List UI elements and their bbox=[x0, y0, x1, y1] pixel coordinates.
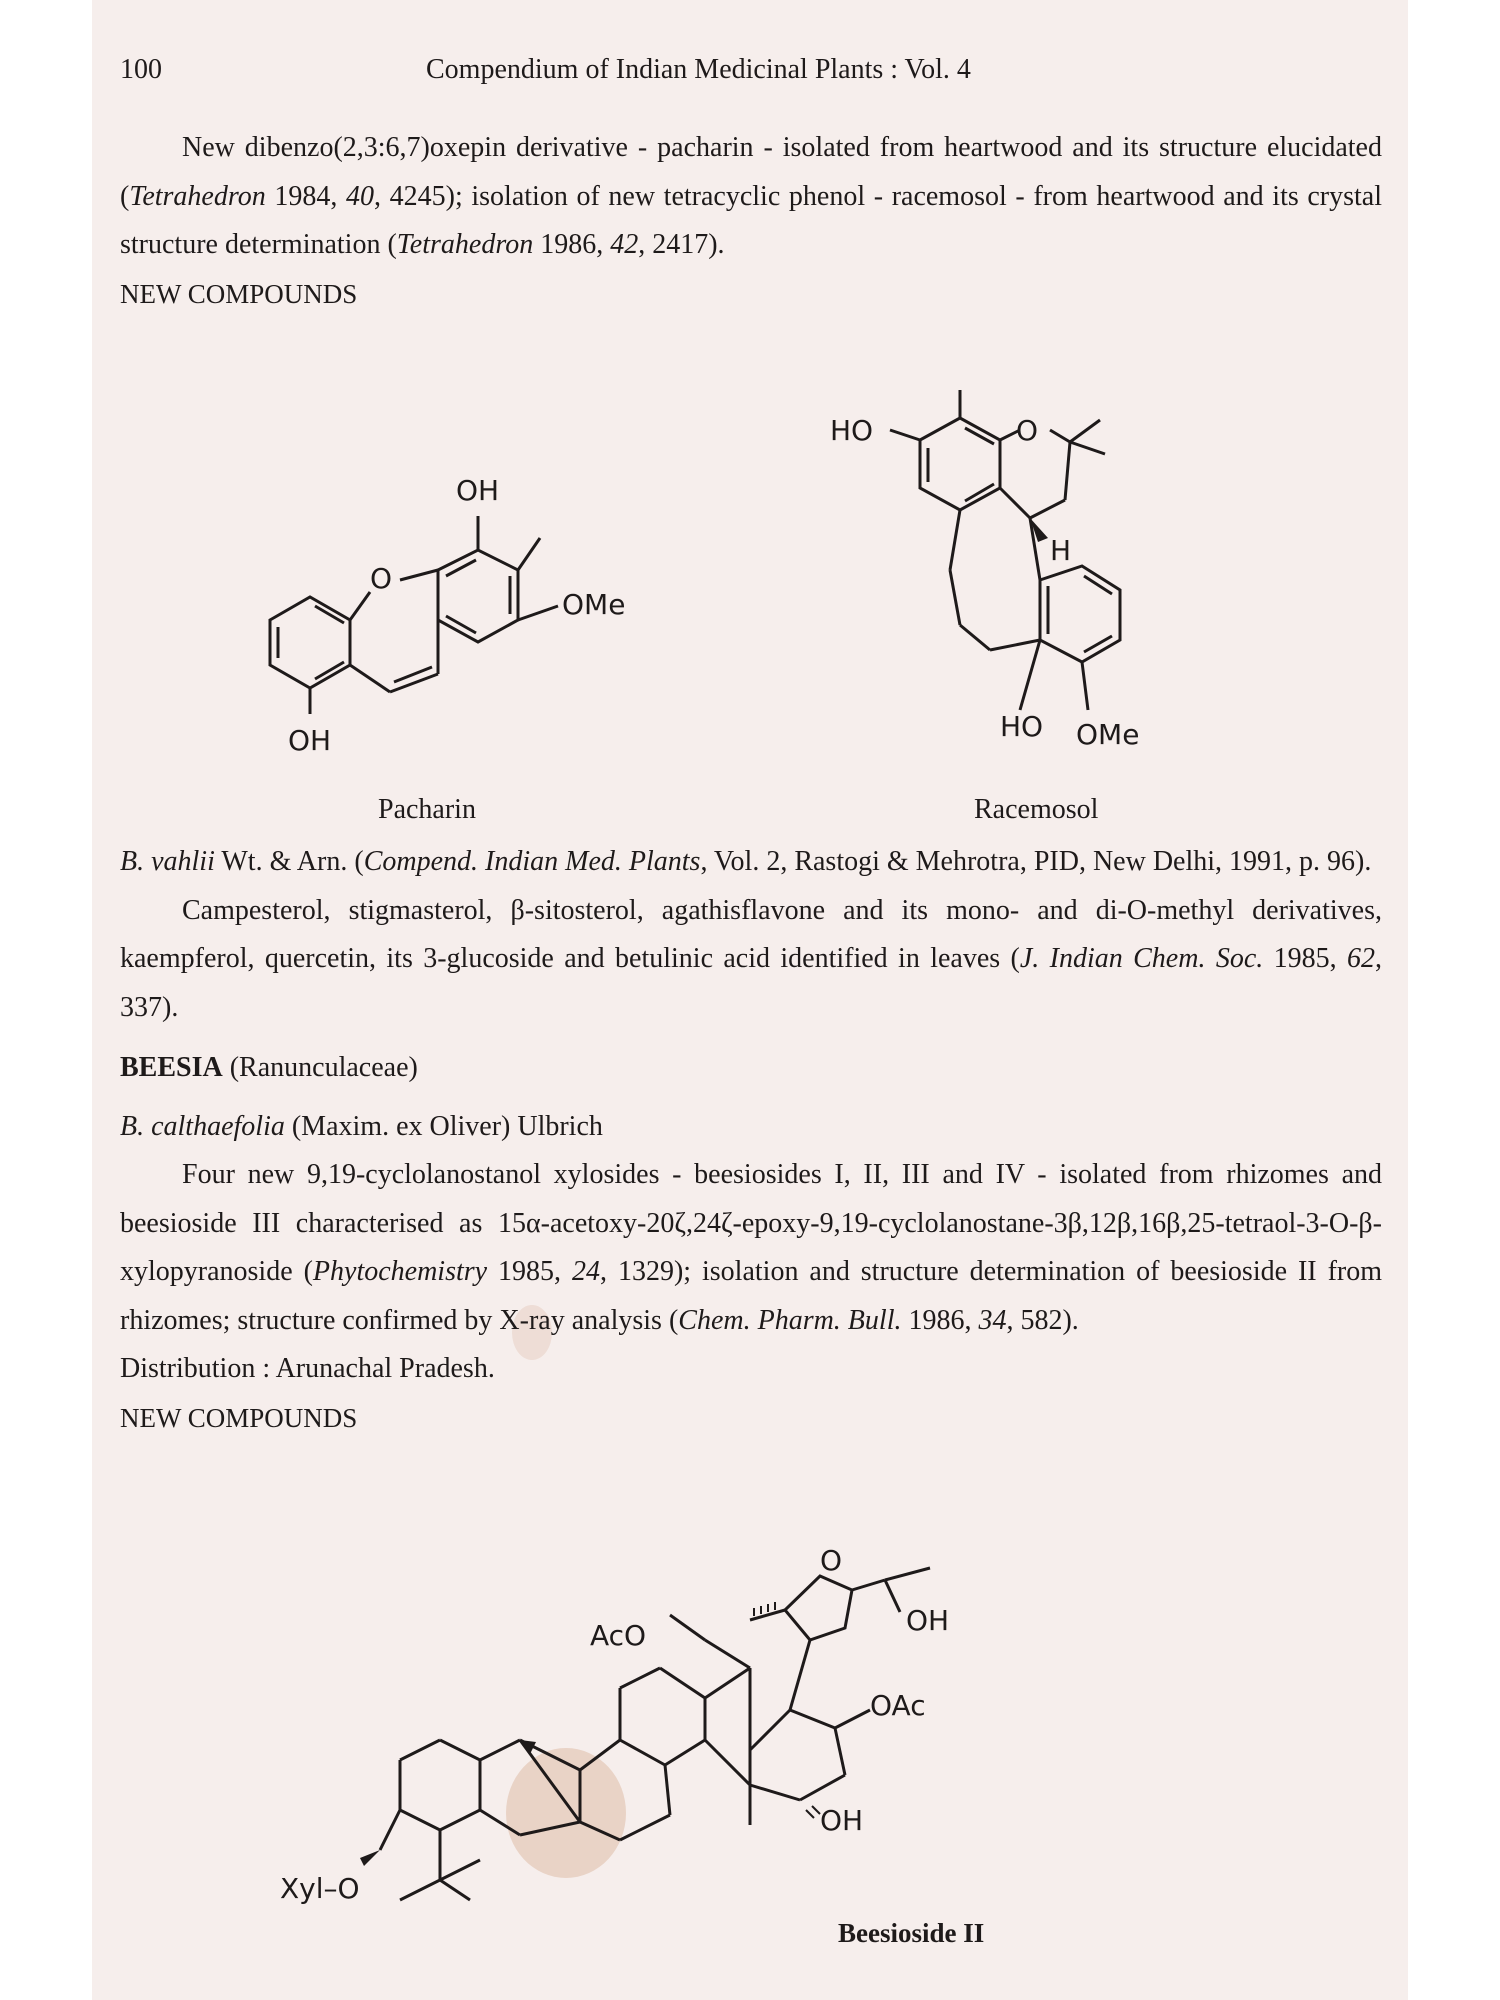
running-title: Compendium of Indian Medicinal Plants : Vol. 4 bbox=[426, 54, 971, 85]
species-name: B. vahlii bbox=[120, 846, 215, 877]
genus-heading: BEESIA (Ranunculaceae) bbox=[120, 1052, 418, 1083]
hydroxyl-label: OH bbox=[906, 1604, 950, 1637]
ring-oxygen-label: O bbox=[820, 1544, 843, 1577]
page-header bbox=[120, 54, 1382, 94]
section-heading: NEW COMPOUNDS bbox=[120, 1402, 358, 1433]
hydrogen-label: H bbox=[1050, 534, 1072, 567]
journal-citation: Phytochemistry bbox=[312, 1256, 488, 1287]
pacharin-caption: Pacharin bbox=[378, 794, 476, 825]
journal-citation: J. Indian Chem. Soc. bbox=[1019, 943, 1264, 974]
species-name: B. calthaefolia bbox=[120, 1110, 285, 1142]
ring-oxygen-label: O bbox=[1016, 414, 1039, 447]
hydroxyl-label: HO bbox=[1000, 710, 1044, 743]
pacharin-structure bbox=[220, 460, 680, 770]
section-heading: NEW COMPOUNDS bbox=[120, 278, 358, 309]
genus-name: BEESIA bbox=[120, 1052, 223, 1083]
hydroxyl-label: OH bbox=[456, 474, 500, 507]
ring-oxygen-label: O bbox=[370, 562, 393, 595]
racemosol-structure bbox=[820, 400, 1240, 780]
pacharin-paragraph: New dibenzo(2,3:6,7)oxepin derivative - pacharin - isolated from heartwood and its structure elucidated (Tetrahedron 1984, 40, 4245); isolation of new tetracyclic phenol - racemosol - from heartwood and its crystal structure determination (Tetrahedron 1986, 42, 2417). NEW COMPOUNDS bbox=[120, 124, 1382, 318]
journal-citation: Chem. Pharm. Bull. bbox=[678, 1304, 902, 1336]
journal-citation: Tetrahedron bbox=[129, 180, 266, 212]
hydroxyl-label: OH bbox=[288, 724, 332, 757]
xyloside-label: Xyl–O bbox=[280, 1872, 360, 1905]
reference-title: Compend. Indian Med. Plants bbox=[363, 846, 701, 877]
distribution-line: Distribution : Arunachal Pradesh. bbox=[120, 1353, 495, 1384]
journal-citation: Tetrahedron bbox=[396, 229, 534, 260]
methoxy-label: OMe bbox=[562, 588, 626, 621]
bauhinia-body: B. vahlii Wt. & Arn. (Compend. Indian Med. Plants, Vol. 2, Rastogi & Mehrotra, PID, New Delhi, 1991, p. 96). Campesterol, stigmasterol, β-sitosterol, agathisflavone and its mono- and di-O-methyl derivatives, kaempferol, quercetin, its 3-glucoside and betulinic acid identified in leaves (J. Indian Chem. Soc. 1985, 62, 337). BEESIA (Ranunculaceae) B. calthaefolia (Maxim. ex Oliver) Ulbrich Four new 9,19-cyclolanostanol xylosides - beesiosides I, II, III and IV - isolated from rhizomes and beesioside III characterised as 15α-acetoxy-20ζ,24ζ-epoxy-9,19-cyclolanostane-3β,12β,16β,25-tetraol-3-O-β-xylopyranoside (Phytochemistry 1985, 24, 1329); isolation and structure determination of beesioside II from rhizomes; structure confirmed by X-ray analysis (Chem. Pharm. Bull. 1986, 34, 582). Distribution : Arunachal Pradesh. NEW COMPOUNDS bbox=[120, 838, 1382, 1442]
beesioside-structure bbox=[280, 1544, 980, 1960]
acetoxy-label: AcO bbox=[590, 1619, 647, 1652]
acetoxy-label: OAc bbox=[870, 1689, 926, 1722]
page-number: 100 bbox=[120, 54, 162, 85]
hydroxyl-label: HO bbox=[830, 414, 874, 447]
hydroxyl-label: OH bbox=[820, 1804, 864, 1837]
beesioside-caption: Beesioside II bbox=[838, 1918, 985, 1948]
racemosol-caption: Racemosol bbox=[974, 794, 1099, 825]
methoxy-label: OMe bbox=[1076, 718, 1140, 751]
